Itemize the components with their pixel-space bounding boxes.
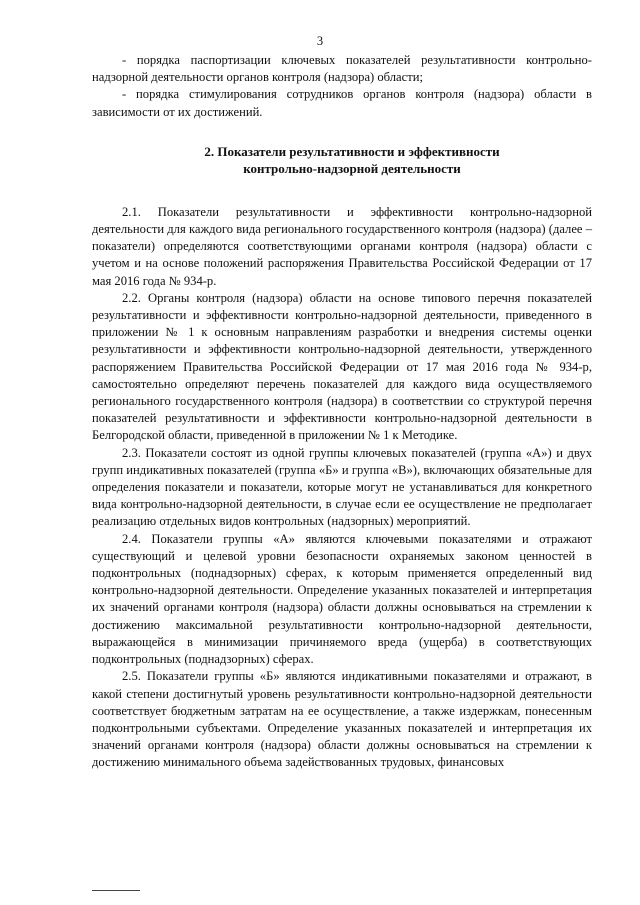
section-heading-line: 2. Показатели результативности и эффективности [204, 143, 500, 159]
paragraph-2-5: 2.5. Показатели группы «Б» являются индикативными показателями и отражают, в какой степени достигнутый уровень результативности контрольно-надзорной деятельности соответствует бюджетным затратам на ее осуществление, а также издержкам, понесенным подконтрольными субъектами. Определение указанных показателей и интерпретация их значений органами контроля (надзора) области должны основываться на стремлении к достижению минимального объема задействованных трудовых, финансовых [92, 669, 592, 770]
list-item: - порядка стимулирования сотрудников органов контроля (надзора) области в зависимости от их достижений. [92, 87, 592, 119]
page-number: 3 [316, 34, 324, 48]
list-item: - порядка паспортизации ключевых показателей результативности контрольно-надзорной деятельности органов контроля (надзора) области; [92, 53, 592, 85]
section-heading [92, 143, 592, 178]
paragraph-2-3: 2.3. Показатели состоят из одной группы ключевых показателей (группа «А») и двух групп индикативных показателей (группа «Б» и группа «В»), включающих обязательные для определения показатели и показатели, которые могут не устанавливаться для конкретного вида контрольно-надзорной деятельности, в случае если ее осуществление не предполагает реализацию отдельных видов контрольных (надзорных) мероприятий. [92, 445, 592, 529]
paragraph-2-2: 2.2. Органы контроля (надзора) области на основе типового перечня показателей результативности и эффективности контрольно-надзорной деятельности, приведенного в приложении № 1 к основным направлениям разработки и внедрения системы оценки результативности и эффективности контрольно-надзорной деятельности, утвержденного распоряжением Правительства Российской Федерации от 17 мая 2016 года № 934-р, самостоятельно определяют перечень показателей для каждого вида осуществляемого регионального государственного контроля (надзора) в соответствии со структурой перечня показателей результативности и эффективности контрольно-надзорной деятельности в Белгородской области, приведенной в приложении № 1 к Методике. [92, 290, 592, 443]
paragraph-2-1: 2.1. Показатели результативности и эффективности контрольно-надзорной деятельности для каждого вида регионального государственного контроля (надзора) (далее – показатели) определяются соответствующими органами контроля (надзора) области с учетом и на основе положений распоряжения Правительства Российской Федерации от 17 мая 2016 года № 934-р. [92, 204, 592, 288]
footer-rule [92, 890, 140, 891]
document-body [92, 52, 592, 772]
section-heading-line: контрольно-надзорной деятельности [243, 161, 461, 177]
paragraph-2-4: 2.4. Показатели группы «А» являются ключевыми показателями и отражают существующий и целевой уровни безопасности охраняемых законом ценностей в подконтрольных (поднадзорных) сферах, к которым применяется определенный вид контрольно-надзорной деятельности. Определение указанных показателей и интерпретация их значений органами контроля (надзора) области должны основываться на стремлении к достижению максимальной результативности контрольно-надзорной деятельности, выражающейся в минимизации причиняемого вреда (ущерба) в соответствующих подконтрольных (поднадзорных) сферах. [92, 531, 592, 667]
